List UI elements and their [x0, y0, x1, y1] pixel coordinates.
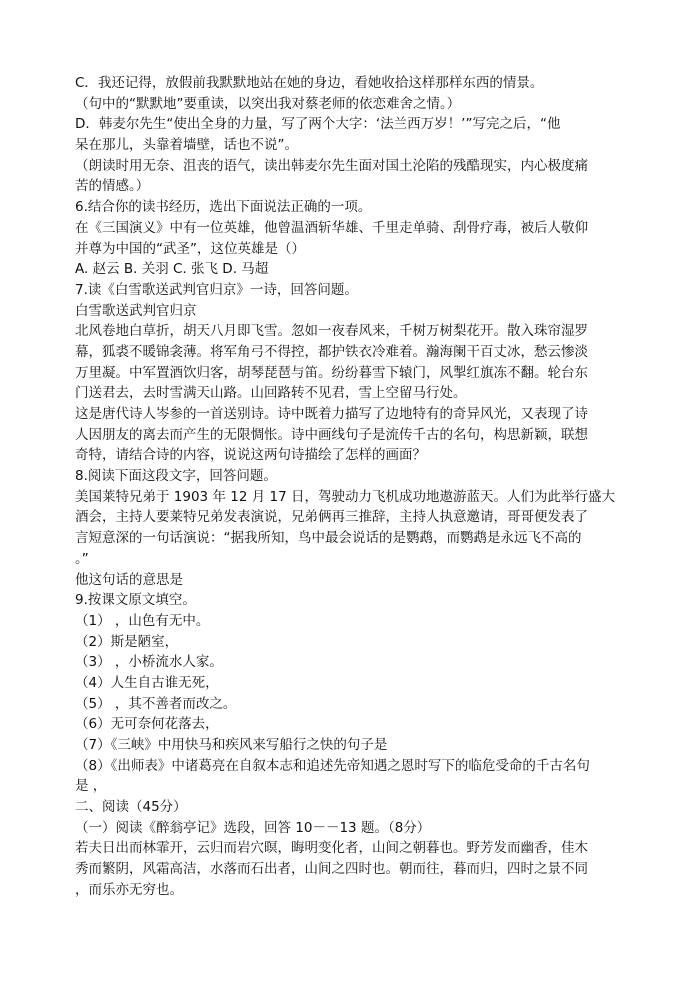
fill-blank-item: （8）《出师表》中诸葛亮在自叙本志和追述先帝知遇之恩时写下的临危受命的千古名句 — [75, 757, 590, 774]
passage-line: 若夫日出而林霏开，云归而岩穴暝，晦明变化者，山间之朝暮也。野芳发而幽香，佳木 — [75, 840, 588, 857]
poem-line: 万里凝。中军置酒饮归客，胡琴琵琶与笛。纷纷暮雪下辕门，风掣红旗冻不翻。轮台东 — [75, 364, 588, 381]
text-line: C．我还记得，放假前我默默地站在她的身边，看她收拾这样那样东西的情景。 — [75, 75, 544, 91]
passage-line: ，而乐亦无穷也。 — [75, 881, 183, 898]
text-line: 奇特，请结合诗的内容，说说这两句诗描绘了怎样的画面？ — [75, 447, 426, 464]
text-line: 苦的情感。） — [75, 178, 150, 195]
text-line: 在《三国演义》中有一位英雄，他曾温酒斩华雄、千里走单骑、刮骨疗毒，被后人敬仰 — [75, 219, 588, 236]
section-heading: 二、阅读（45分） — [75, 799, 187, 816]
fill-blank-item: （1） ，山色有无中。 — [75, 612, 210, 629]
passage-line: 秀而繁阴，风霜高洁，水落而石出者，山间之四时也。朝而往，暮而归，四时之景不同 — [75, 861, 588, 878]
question-7-heading: 7.读《白雪歌送武判官归京》一诗，回答问题。 — [75, 281, 358, 298]
text-line: 酒会，主持人要莱特兄弟发表演说，兄弟俩再三推辞，主持人执意邀请，哥哥便发表了 — [75, 509, 588, 526]
subsection-heading: （一）阅读《醉翁亭记》选段，回答 10－－13 题。（8分） — [75, 819, 431, 836]
question-9-heading: 9.按课文原文填空。 — [75, 592, 196, 609]
text-line: 人因朋友的离去而产生的无限惆怅。诗中画线句子是流传千古的名句，构思新颖，联想 — [75, 426, 588, 443]
document-page — [75, 73, 620, 901]
poem-line: 幕，狐裘不暖锦衾薄。将军角弓不得控，都护铁衣冷难着。瀚海阑干百丈冰，愁云惨淡 — [75, 343, 588, 360]
text-line: 言短意深的一句话演说：“据我所知，鸟中最会说话的是鹦鹉，而鹦鹉是永远飞不高的 — [75, 530, 582, 547]
text-line: 他这句话的意思是 — [75, 571, 183, 588]
fill-blank-item: （6）无可奈何花落去， — [75, 716, 219, 733]
text-line: 美国莱特兄弟于 1903 年 12 月 17 日，驾驶动力飞机成功地遨游蓝天。人们为此举行盛大 — [75, 488, 615, 505]
text-line: D．韩麦尔先生“使出全身的力量，写了两个大字：‘法兰西万岁！’”写完之后，“他 — [75, 116, 561, 133]
fill-blank-item: （5） ，其不善者而改之。 — [75, 695, 237, 712]
fill-blank-item: （7）《三峡》中用快马和疾风来写船行之快的句子是 — [75, 737, 388, 753]
text-line: 这是唐代诗人岑参的一首送别诗。诗中既着力描写了边地特有的奇异风光，又表现了诗 — [75, 406, 588, 422]
text-line: 并尊为中国的“武圣”，这位英雄是（） — [75, 240, 305, 257]
fill-blank-item: （4）人生自古谁无死， — [75, 674, 219, 691]
question-8-heading: 8.阅读下面这段文字，回答问题。 — [75, 468, 277, 485]
text-line: （朗读时用无奈、沮丧的语气，读出韩麦尔先生面对国土沦陷的残酷现实，内心极度痛 — [75, 157, 588, 174]
poem-line: 门送君去，去时雪满天山路。山回路转不见君，雪上空留马行处。 — [75, 385, 467, 402]
question-6-heading: 6.结合你的读书经历，选出下面说法正确的一项。 — [75, 199, 372, 216]
answer-options: A. 赵云 B. 关羽 C. 张飞 D. 马超 — [75, 261, 269, 278]
fill-blank-item: （2）斯是陋室， — [75, 633, 179, 650]
text-line: 呆在那儿，头靠着墙壁，话也不说”。 — [75, 137, 298, 154]
poem-title: 白雪歌送武判官归京 — [75, 302, 197, 319]
fill-blank-item: 是 ， — [75, 778, 107, 795]
text-line: 。” — [75, 550, 89, 567]
text-line: （句中的“默默地”要重读，以突出我对蔡老师的依恋难舍之情。） — [75, 95, 461, 112]
poem-line: 北风卷地白草折，胡天八月即飞雪。忽如一夜春风来，千树万树梨花开。散入珠帘湿罗 — [75, 323, 588, 340]
fill-blank-item: （3） ，小桥流水人家。 — [75, 654, 223, 671]
